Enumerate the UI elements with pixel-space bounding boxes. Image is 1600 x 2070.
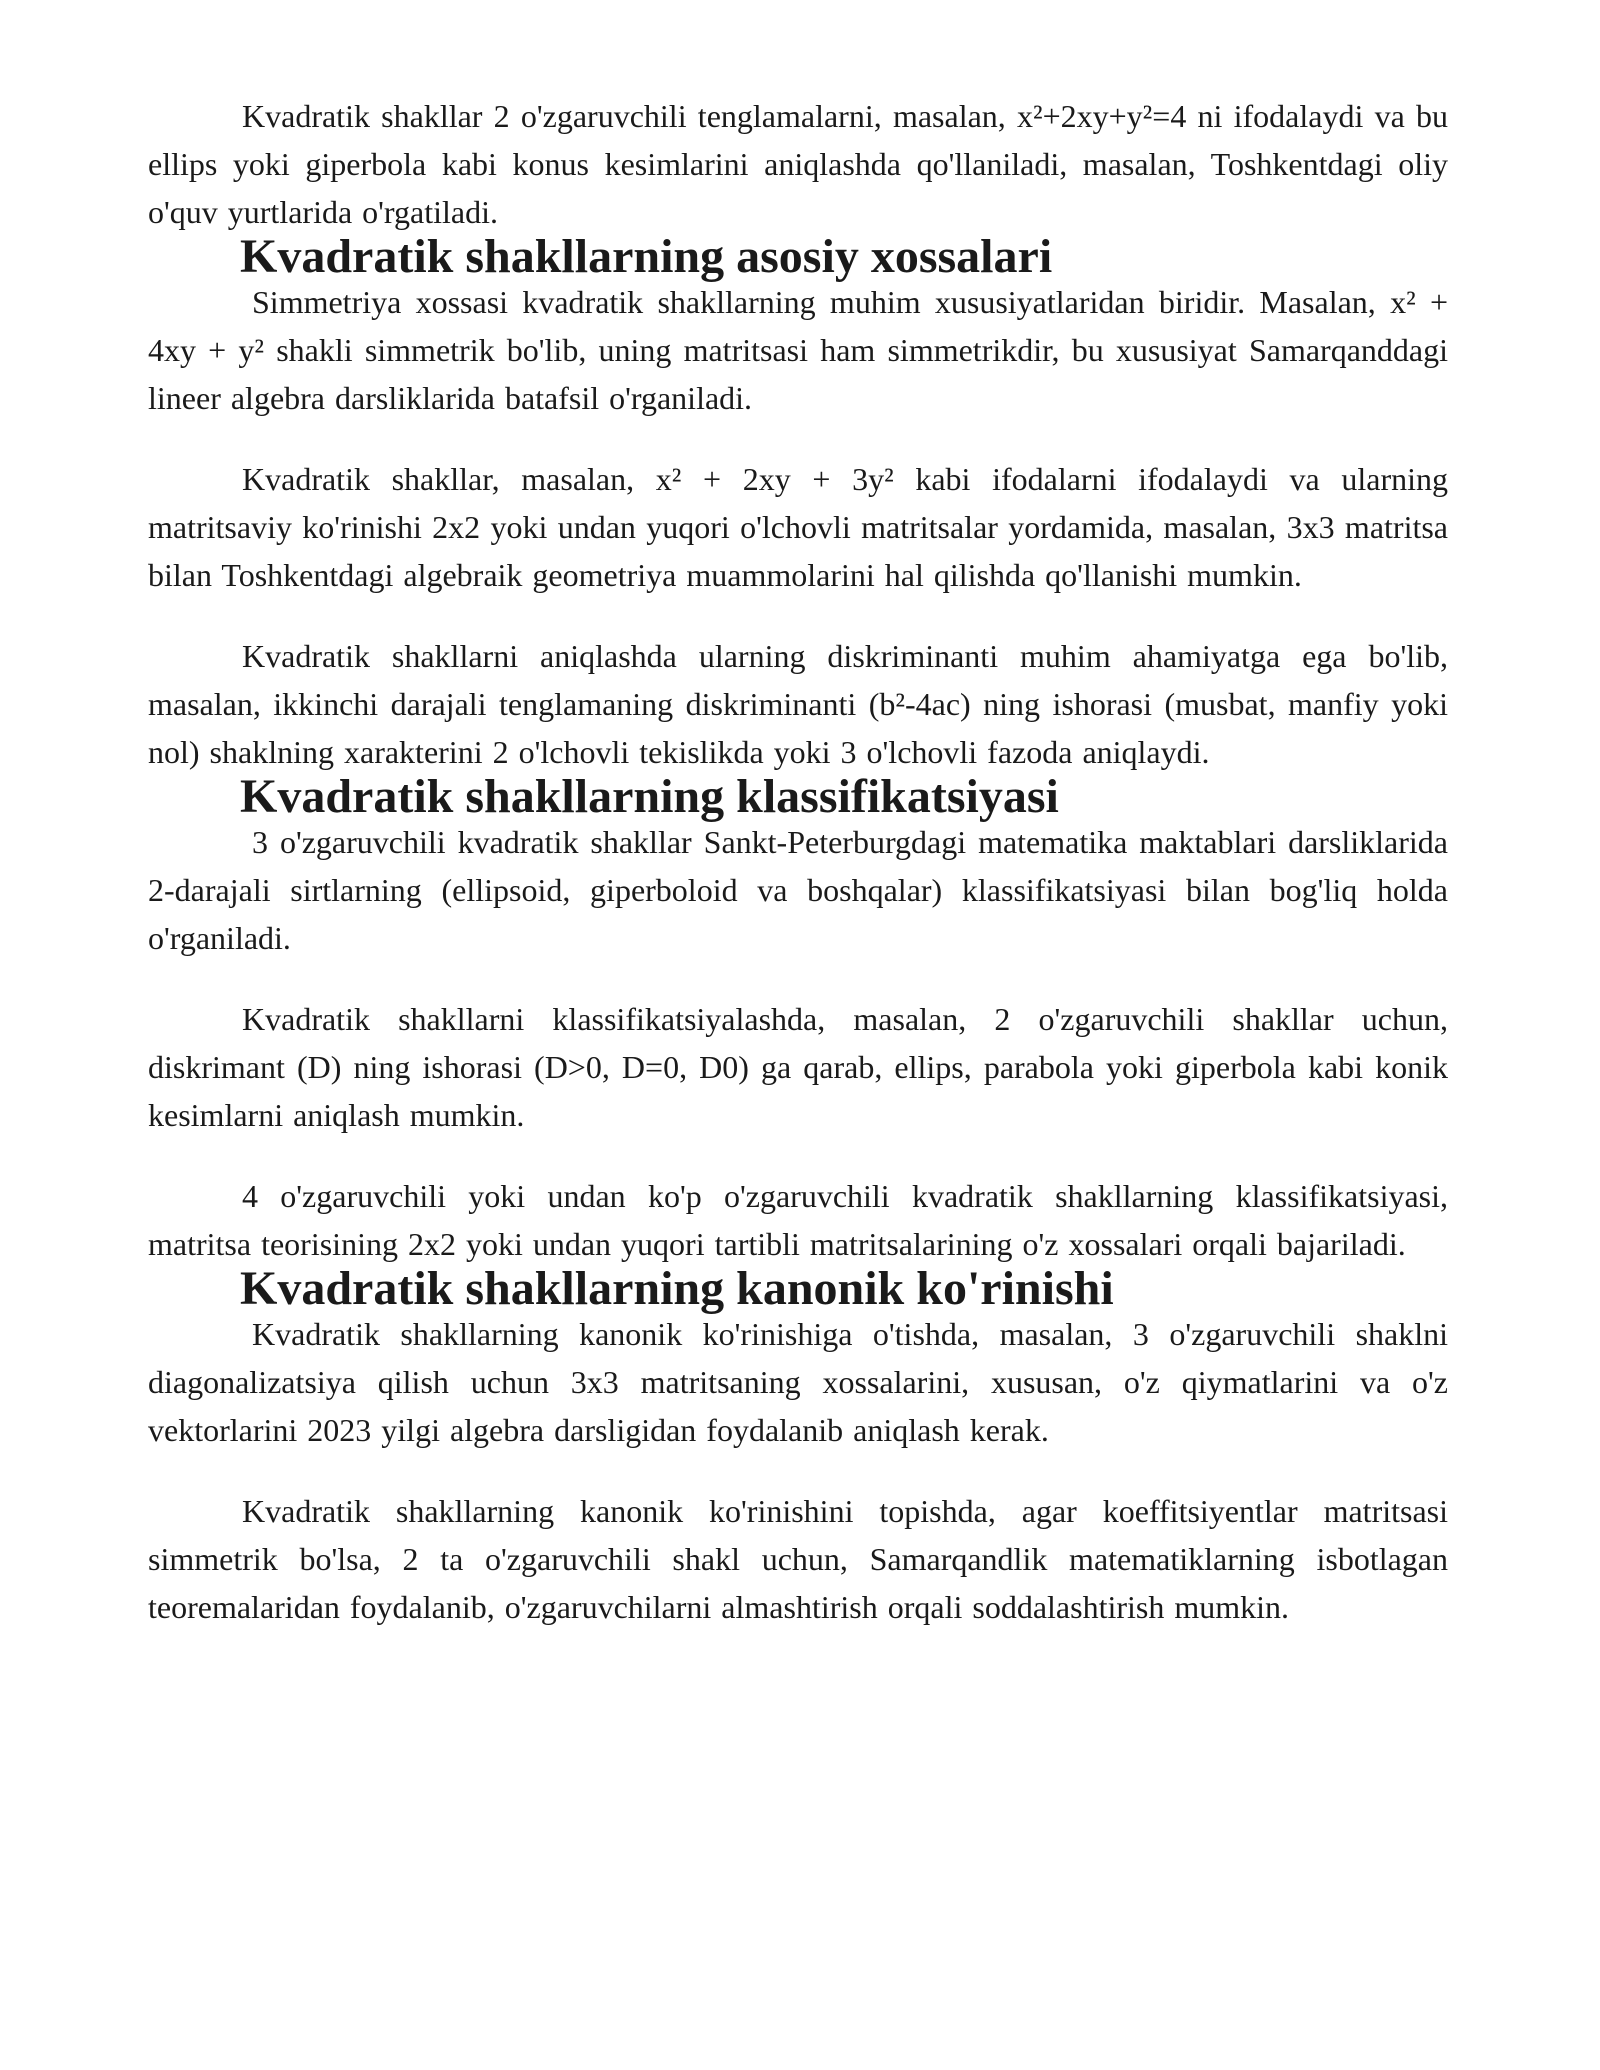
paragraph: Kvadratik shakllarning kanonik ko'rinishiga o'tishda, masalan, 3 o'zgaruvchili shaklni diagonalizatsiya qilish uchun 3x3 matritsaning xossalarini, xususan, o'z qiymatlarini va o'z vektorlarini 2023 yilgi algebra darsligidan foydalanib aniqlash kerak. (148, 1316, 1448, 1448)
paragraph: Kvadratik shakllarni klassifikatsiyalashda, masalan, 2 o'zgaruvchili shakllar uchun, diskrimant (D) ning ishorasi (D>0, D=0, D0) ga qarab, ellips, parabola yoki giperbola kabi konik kesimlarni aniqlash mumkin. (148, 1001, 1448, 1133)
paragraph: Kvadratik shakllar, masalan, x² + 2xy + 3y² kabi ifodalarni ifodalaydi va ularning matritsaviy ko'rinishi 2x2 yoki undan yuqori o'lchovli matritsalar yordamida, masalan, 3x3 matritsa bilan Toshkentdagi algebraik geometriya muammolarini hal qilishda qo'llanishi mumkin. (148, 461, 1448, 593)
paragraph: 3 o'zgaruvchili kvadratik shakllar Sankt-Peterburgdagi matematika maktablari darsliklarida 2-darajali sirtlarning (ellipsoid, giperboloid va boshqalar) klassifikatsiyasi bilan bog'liq holda o'rganiladi. (148, 824, 1448, 956)
paragraph: Simmetriya xossasi kvadratik shakllarning muhim xususiyatlaridan biridir. Masalan, x² + 4xy + y² shakli simmetrik bo'lib, uning matritsasi ham simmetrikdir, bu xususiyat Samarqanddagi lineer algebra darsliklarida batafsil o'rganiladi. (148, 284, 1448, 416)
paragraph: Kvadratik shakllarning kanonik ko'rinishini topishda, agar koeffitsiyentlar matritsasi simmetrik bo'lsa, 2 ta o'zgaruvchili shakl uchun, Samarqandlik matematiklarning isbotlagan teoremalaridan foydalanib, o'zgaruvchilarni almashtirish orqali soddalashtirish mumkin. (148, 1493, 1448, 1625)
section-heading-classification: Kvadratik shakllarning klassifikatsiyasi (240, 770, 1059, 823)
intro-paragraph: Kvadratik shakllar 2 o'zgaruvchili tenglamalarni, masalan, x²+2xy+y²=4 ni ifodalaydi va bu ellips yoki giperbola kabi konus kesimlarini aniqlashda qo'llaniladi, masalan, Toshkentdagi oliy o'quv yurtlarida o'rgatiladi. (148, 98, 1448, 230)
paragraph: Kvadratik shakllarni aniqlashda ularning diskriminanti muhim ahamiyatga ega bo'lib, masalan, ikkinchi darajali tenglamaning diskriminanti (b²-4ac) ning ishorasi (musbat, manfiy yoki nol) shaklning xarakterini 2 o'lchovli tekislikda yoki 3 o'lchovli fazoda aniqlaydi. (148, 638, 1448, 770)
paragraph: 4 o'zgaruvchili yoki undan ko'p o'zgaruvchili kvadratik shakllarning klassifikatsiyasi, matritsa teorisining 2x2 yoki undan yuqori tartibli matritsalarining o'z xossalari orqali bajariladi. (148, 1178, 1448, 1262)
section-heading-canonical: Kvadratik shakllarning kanonik ko'rinishi (240, 1262, 1114, 1315)
document-page (148, 92, 1448, 1631)
section-heading-properties: Kvadratik shakllarning asosiy xossalari (240, 230, 1053, 283)
